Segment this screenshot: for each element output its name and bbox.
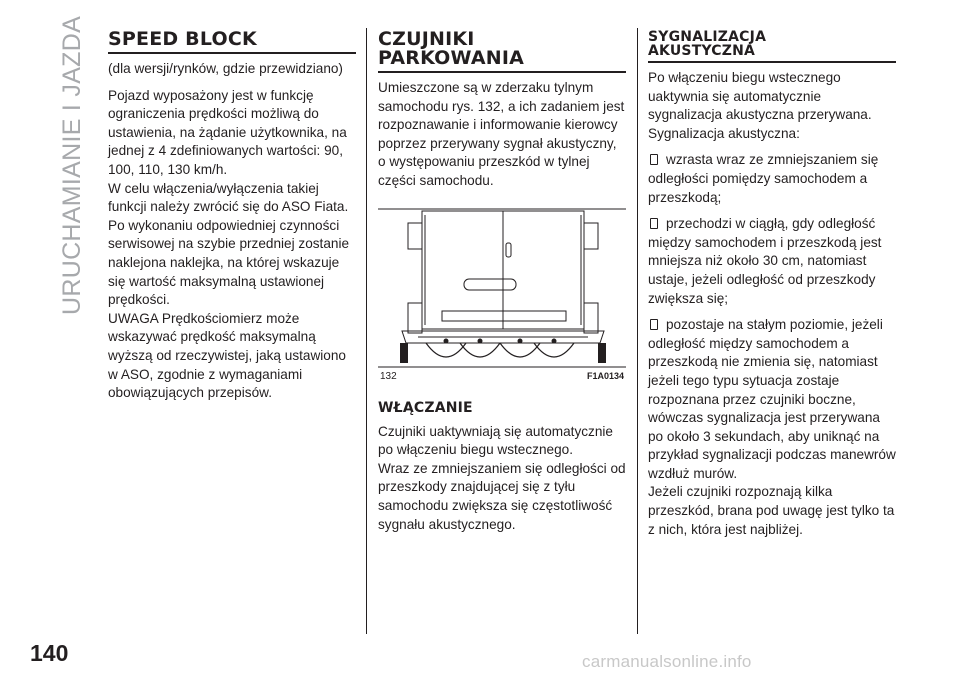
bullet-text-2: przechodzi w ciągłą, gdy odległość między samochodem i przeszkodą jest mniejsza niż około 30 cm, natomiast ustaje, jeżeli odległość od przeszkody zwiększa się; bbox=[648, 216, 882, 306]
list-item bbox=[648, 316, 896, 483]
parking-sensors-heading-line-1: CZUJNIKI bbox=[378, 28, 475, 50]
acoustic-heading-line-2: AKUSTYCZNA bbox=[648, 43, 756, 59]
speed-block-subtitle: (dla wersji/rynków, gdzie przewidziano) bbox=[108, 61, 343, 76]
column-parking-sensors bbox=[378, 30, 626, 534]
speed-block-para-3: Po wykonaniu odpowiedniej czynności serwisowej na szybie przedniej zostanie naklejona naklejka, na której wskazuje się wartość maksymalną ustawionej prędkości. bbox=[108, 217, 350, 308]
list-item bbox=[648, 151, 896, 207]
acoustic-intro: Po włączeniu biegu wstecznego uaktywnia się automatycznie sygnalizacja akustyczna przerywana. Sygnalizacja akustyczna: bbox=[648, 70, 872, 141]
bullet-square-icon bbox=[650, 154, 658, 165]
enabling-para-1: Czujniki uaktywniają się automatycznie po włączeniu biegu wstecznego. bbox=[378, 423, 613, 458]
bullet-text-1: wzrasta wraz ze zmniejszaniem się odległości pomiędzy samochodem a przeszkodą; bbox=[648, 152, 879, 205]
speed-block-para-1: Pojazd wyposażony jest w funkcję ograniczenia prędkości możliwą do ustawienia, na żądanie użytkownika, na jednej z 4 zdefiniowanych wartości: 90, 100, 110, 130 km/h. bbox=[108, 87, 347, 177]
speed-block-para-4: UWAGA Prędkościomierz może wskazywać prędkość maksymalną wyższą od rzeczywistej, jaką ustawiono w ASO, zgodnie z wymaganiami obowiązujących przepisów. bbox=[108, 310, 346, 401]
bullet-square-icon bbox=[650, 218, 658, 229]
page-number: 140 bbox=[30, 640, 69, 666]
list-item bbox=[648, 215, 896, 308]
speed-block-heading: SPEED BLOCK bbox=[108, 28, 257, 50]
heading-underline bbox=[648, 61, 896, 63]
column-divider-2 bbox=[637, 28, 638, 634]
parking-sensors-heading-line-2: PARKOWANIA bbox=[378, 47, 525, 69]
van-rear-illustration bbox=[378, 203, 626, 368]
section-title: URUCHAMIANIE I JAZDA bbox=[58, 15, 86, 315]
column-acoustic-signal bbox=[648, 30, 896, 539]
section-sidebar bbox=[52, 15, 92, 340]
enabling-heading: WŁĄCZANIE bbox=[378, 399, 473, 416]
heading-underline bbox=[378, 71, 626, 73]
heading-underline bbox=[108, 52, 356, 54]
bullet-square-icon bbox=[650, 319, 658, 330]
figure-van-rear bbox=[378, 203, 626, 381]
speed-block-para-2: W celu włączenia/wyłączenia takiej funkcji należy zwrócić się do ASO Fiata. bbox=[108, 180, 349, 215]
figure-code: F1A0134 bbox=[586, 370, 624, 381]
acoustic-heading-line-1: SYGNALIZACJA bbox=[648, 29, 767, 45]
parking-sensors-para-1: Umieszczone są w zderzaku tylnym samochodu rys. 132, a ich zadaniem jest rozpoznawanie i informowanie kierowcy poprzez przerywany sygnał akustyczny, o występowaniu przeszkód w tylnej części samochodu. bbox=[378, 80, 625, 188]
watermark: carmanualsonline.info bbox=[582, 652, 752, 671]
figure-number: 132 bbox=[380, 370, 397, 382]
column-speed-block bbox=[108, 30, 356, 403]
acoustic-closing-para: Jeżeli czujniki rozpoznają kilka przeszkód, brana pod uwagę jest tylko ta z nich, która jest najbliżej. bbox=[648, 484, 895, 537]
bullet-text-3: pozostaje na stałym poziomie, jeżeli odległość między samochodem a przeszkodą nie zmienia się, natomiast jeżeli tego typu sytuacja zostaje rozpoznana przez czujniki boczne, wówczas sygnalizacja jest przerywana po około 3 sekundach, aby uniknąć na przykład sygnalizacji podczas manewrów wzdłuż murów. bbox=[648, 317, 896, 481]
column-divider-1 bbox=[366, 28, 367, 634]
enabling-para-2: Wraz ze zmniejszaniem się odległości od przeszkody znajdującej się z tyłu samochodu zwiększa się częstotliwość sygnału akustycznego. bbox=[378, 460, 626, 532]
